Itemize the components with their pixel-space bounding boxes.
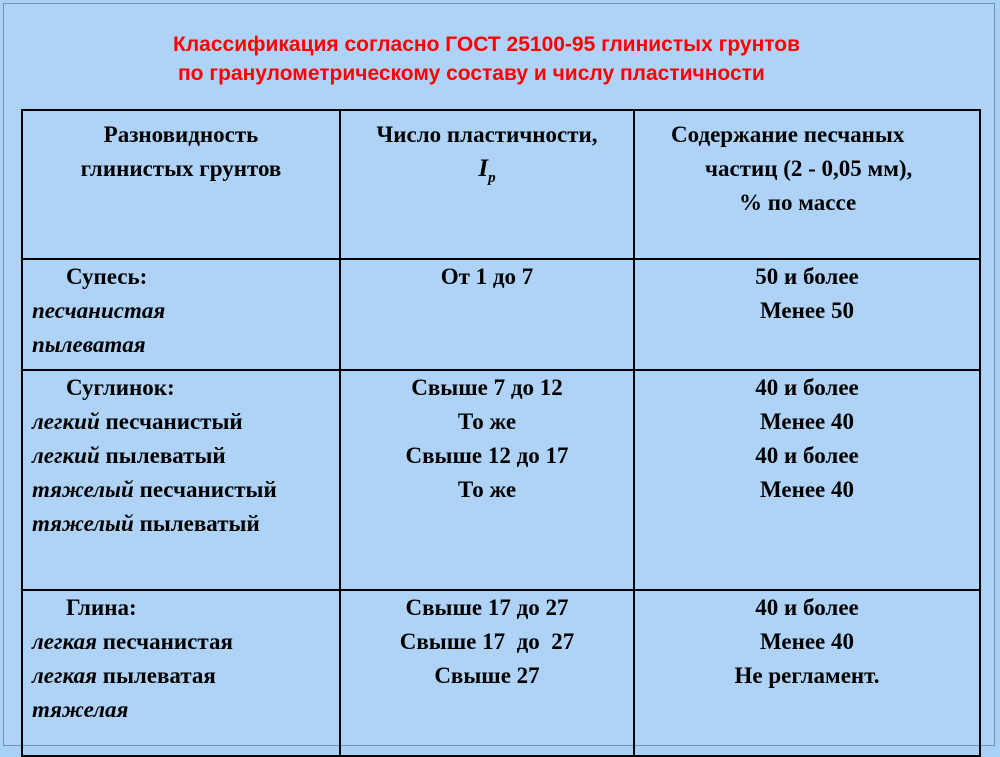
plasticity-value: Свыше 7 до 12 (411, 375, 563, 400)
variant-rest: пылеватый (99, 443, 226, 468)
variant-rest: песчанистый (133, 477, 277, 502)
plasticity-value: От 1 до 7 (440, 264, 534, 289)
variant-adjective: тяжелый (32, 477, 134, 502)
header-plasticity-symbol (341, 152, 633, 195)
soil-variant (23, 294, 339, 328)
sand-value: 50 и более (755, 264, 859, 289)
group-name: Глина: (66, 595, 137, 620)
plasticity-value: Свыше 12 до 17 (405, 443, 569, 468)
plasticity-cell (340, 590, 634, 756)
variant-adjective: легкий (32, 443, 100, 468)
sand-value: Не регламент. (734, 663, 880, 688)
plasticity-value: Свыше 17 до 27 (399, 629, 575, 654)
header-sand-line1: Содержание песчаных (671, 122, 905, 147)
group-name: Суглинок: (66, 375, 175, 400)
header-sand-content (634, 110, 980, 259)
sand-value: 40 и более (755, 375, 859, 400)
plasticity-value: То же (457, 409, 517, 434)
header-plasticity (340, 110, 634, 259)
header-sand-line2: частиц (2 - 0,05 мм), (705, 156, 913, 181)
soil-names-cell (22, 590, 340, 756)
plasticity-value: Свыше 27 (434, 663, 540, 688)
soil-variant (23, 507, 339, 541)
soil-variant (23, 473, 339, 507)
sand-value: 40 и более (755, 443, 859, 468)
sand-cell (634, 590, 980, 756)
plasticity-symbol: I (478, 155, 489, 182)
sand-value: Менее 40 (759, 409, 855, 434)
plasticity-value: То же (457, 477, 517, 502)
soil-variant (23, 693, 339, 727)
sand-value: Менее 40 (759, 477, 855, 502)
sand-value: Менее 50 (759, 298, 855, 323)
soil-variant (23, 625, 339, 659)
variant-rest: пылеватый (133, 511, 260, 536)
plasticity-value: Свыше 17 до 27 (405, 595, 569, 620)
header-soil-type-line1: Разновидность (103, 122, 259, 147)
variant-rest: песчанистый (99, 409, 243, 434)
plasticity-subscript: p (488, 170, 496, 186)
variant-rest: песчанистая (96, 629, 233, 654)
table-row-group-2 (22, 370, 980, 590)
soil-names-cell (22, 370, 340, 590)
plasticity-cell (340, 370, 634, 590)
title-line-1: Классификация согласно ГОСТ 25100-95 глинистых грунтов (173, 33, 800, 56)
sand-value: Менее 40 (759, 629, 855, 654)
title-line-2: по гранулометрическому составу и числу пластичности (178, 62, 765, 85)
table-row-group-1 (22, 259, 980, 370)
variant-adjective: тяжелая (32, 697, 129, 722)
sand-cell (634, 259, 980, 370)
variant-adjective: пылеватая (32, 332, 146, 357)
classification-table (21, 109, 981, 757)
soil-variant (23, 439, 339, 473)
soil-variant (23, 328, 339, 362)
header-sand-line3: % по массе (739, 190, 857, 215)
plasticity-cell (340, 259, 634, 370)
sand-value: 40 и более (755, 595, 859, 620)
variant-adjective: песчанистая (32, 298, 166, 323)
group-name: Супесь: (66, 264, 148, 289)
soil-variant (23, 405, 339, 439)
table-header-row (22, 110, 980, 259)
variant-adjective: легкая (32, 663, 97, 688)
soil-names-cell (22, 259, 340, 370)
variant-adjective: легкий (32, 409, 100, 434)
sand-cell (634, 370, 980, 590)
header-plasticity-line1: Число пластичности, (376, 122, 598, 147)
header-soil-type (22, 110, 340, 259)
header-soil-type-line2: глинистых грунтов (80, 156, 282, 181)
variant-adjective: легкая (32, 629, 97, 654)
soil-variant (23, 659, 339, 693)
variant-adjective: тяжелый (32, 511, 134, 536)
variant-rest: пылеватая (96, 663, 216, 688)
table-row-group-3 (22, 590, 980, 756)
